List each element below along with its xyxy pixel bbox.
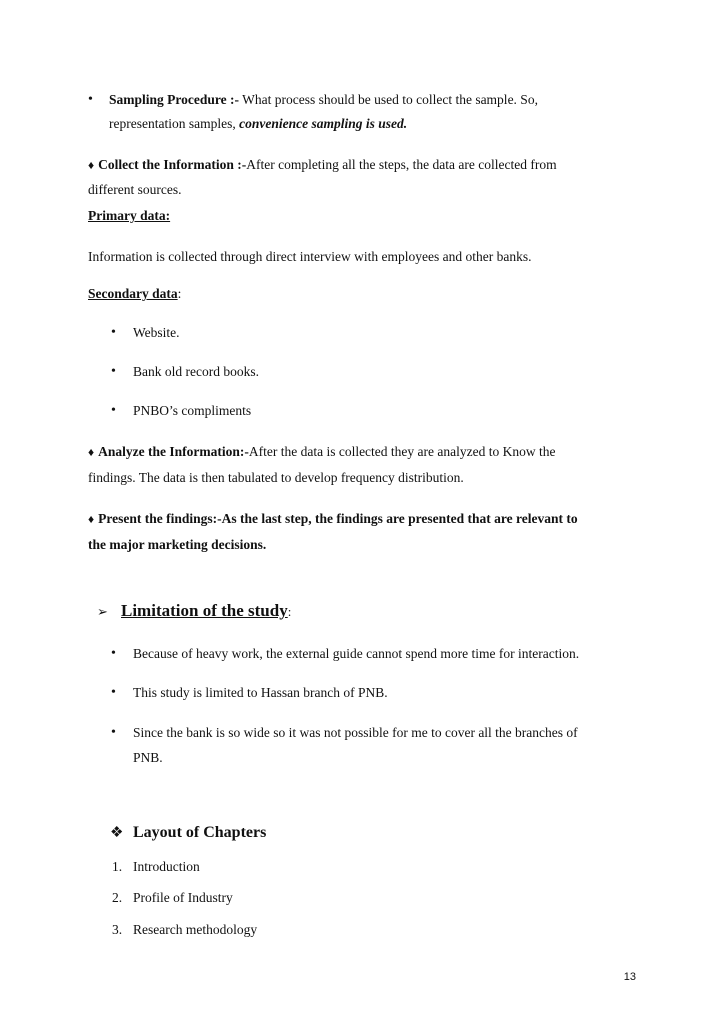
diamond-icon: ♦ <box>88 158 95 172</box>
bullet-icon: • <box>111 364 116 379</box>
present-line-1 <box>88 511 578 527</box>
collect-line-1 <box>88 157 557 173</box>
sampling-line-1 <box>109 92 538 108</box>
diamond-icon: ♦ <box>88 445 95 459</box>
collect-label: Collect the Information :- <box>98 157 247 172</box>
limitation-item: Because of heavy work, the external guide cannot spend more time for interaction. <box>133 646 580 661</box>
analyze-text-2: findings. The data is then tabulated to develop frequency distribution. <box>88 470 464 485</box>
arrowhead-icon: ➢ <box>97 604 108 619</box>
primary-data-heading: Primary data: <box>88 208 171 223</box>
diamond-cluster-icon: ❖ <box>110 825 124 841</box>
limitation-colon: : <box>287 604 292 619</box>
collect-text-2: different sources. <box>88 182 182 197</box>
chapter-title: Research methodology <box>133 922 258 937</box>
bullet-icon: • <box>88 92 93 107</box>
chapter-number: 1. <box>112 859 123 874</box>
collect-text-1: After completing all the steps, the data are collected from <box>246 157 557 172</box>
sampling-text: What process should be used to collect the sample. So, <box>239 92 538 107</box>
secondary-item: Bank old record books. <box>133 364 259 379</box>
chapter-number: 2. <box>112 890 123 905</box>
secondary-item: Website. <box>133 325 180 340</box>
sampling-label: Sampling Procedure :- <box>109 92 239 107</box>
bullet-icon: • <box>111 725 116 740</box>
chapter-title: Profile of Industry <box>133 890 233 905</box>
limitation-item: Since the bank is so wide so it was not possible for me to cover all the branches of <box>133 725 578 740</box>
analyze-text-1: After the data is collected they are analyzed to Know the <box>248 444 556 459</box>
chapter-title: Introduction <box>133 859 200 874</box>
analyze-line-1 <box>88 444 555 460</box>
layout-heading: Layout of Chapters <box>133 824 267 841</box>
sampling-line-2 <box>109 116 407 132</box>
analyze-label: Analyze the Information:- <box>98 444 249 459</box>
secondary-item: PNBO’s compliments <box>133 403 252 418</box>
secondary-data-heading-line <box>88 286 181 302</box>
limitation-item: This study is limited to Hassan branch of PNB. <box>133 685 388 700</box>
bullet-icon: • <box>111 325 116 340</box>
bullet-icon: • <box>111 403 116 418</box>
sampling-emphasis: convenience sampling is used. <box>239 116 408 131</box>
chapter-number: 3. <box>112 922 123 937</box>
sampling-line2-prefix: representation samples, <box>109 116 240 131</box>
bullet-icon: • <box>111 685 116 700</box>
primary-data-text: Information is collected through direct interview with employees and other banks. <box>88 249 532 264</box>
secondary-data-heading: Secondary data <box>88 286 178 301</box>
present-text-1: Present the findings:-As the last step, the findings are presented that are relevant to <box>98 511 578 526</box>
present-text-2: the major marketing decisions. <box>88 537 267 552</box>
limitation-item-continued: PNB. <box>133 750 163 765</box>
bullet-icon: • <box>111 646 116 661</box>
limitation-heading: Limitation of the study <box>121 601 288 620</box>
page-number: 13 <box>623 971 636 983</box>
secondary-colon: : <box>177 286 182 301</box>
diamond-icon: ♦ <box>88 512 95 526</box>
limitation-heading-line <box>121 601 291 622</box>
